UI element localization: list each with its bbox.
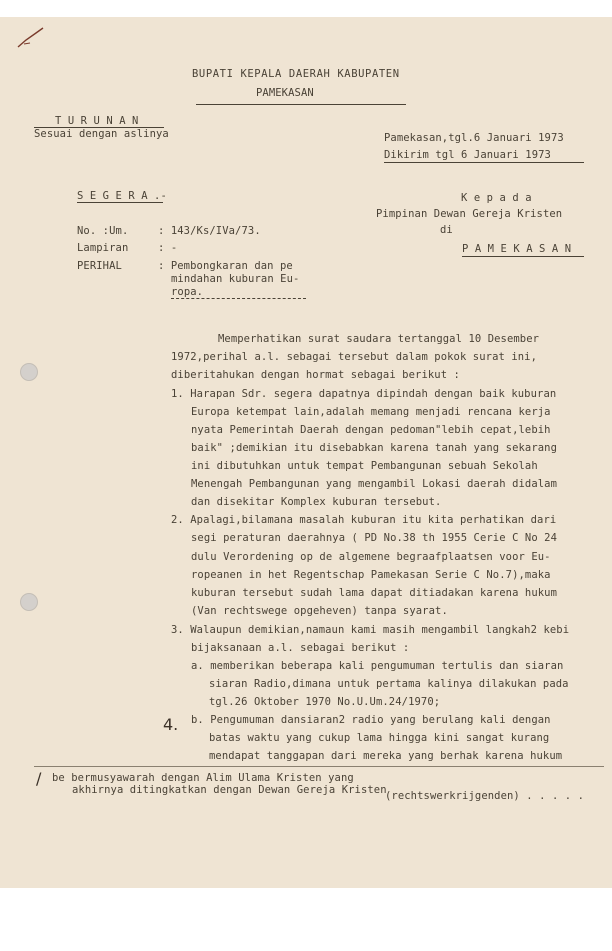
continuation-text: (rechtswerkrijgenden) . . . . . bbox=[385, 790, 585, 802]
subject-underline bbox=[171, 298, 306, 300]
footnote-line-2: akhirnya ditingkatkan dengan Dewan Gereja Kristen bbox=[72, 784, 387, 796]
body-line: ropeanen in het Regentschap Pamekasan Serie C No.7),maka bbox=[191, 569, 551, 581]
body-line: dan disekitar Komplex kuburan tersebut. bbox=[191, 496, 442, 508]
body-line: 2. Apalagi,bilamana masalah kuburan itu kita perhatikan dari bbox=[171, 514, 557, 526]
recipient-di: di bbox=[440, 224, 453, 236]
subject-label: PERIHAL bbox=[77, 260, 122, 272]
body-line: batas waktu yang cukup lama hingga kini sangat kurang bbox=[209, 732, 550, 744]
body-line: ini dibutuhkan untuk tempat Pembangunan sebuah Sekolah bbox=[191, 460, 538, 472]
body-line: Memperhatikan surat saudara tertanggal 10 Desember bbox=[218, 333, 540, 345]
copy-certification: Sesuai dengan aslinya bbox=[34, 128, 169, 140]
handwritten-number-mark: 4. bbox=[163, 715, 179, 734]
pen-scribble-mark bbox=[16, 25, 46, 51]
recipient-kepada: K e p a d a bbox=[461, 192, 532, 204]
place-date: Pamekasan,tgl.6 Januari 1973 bbox=[384, 132, 564, 144]
sent-date-underline bbox=[384, 162, 584, 163]
footnote-line-1: be bermusyawarah dengan Alim Ulama Kristen yang bbox=[52, 772, 354, 784]
recipient-city-underline bbox=[462, 256, 584, 257]
letterhead-underline bbox=[196, 104, 406, 105]
body-line: Europa ketempat lain,adalah memang menjadi rencana kerja bbox=[191, 406, 551, 418]
body-line: (Van rechtswege opgeheven) tanpa syarat. bbox=[191, 605, 448, 617]
punch-hole-top bbox=[20, 363, 38, 381]
urgency-label: S E G E R A .- bbox=[77, 190, 167, 202]
recipient-name: Pimpinan Dewan Gereja Kristen bbox=[376, 208, 563, 220]
number-value: : 143/Ks/IVa/73. bbox=[158, 225, 261, 237]
office-title: BUPATI KEPALA DAERAH KABUPATEN bbox=[192, 68, 400, 80]
subject-line-3: ropa. bbox=[171, 286, 204, 298]
subject-line-2: mindahan kuburan Eu- bbox=[171, 273, 300, 285]
body-line: mendapat tanggapan dari mereka yang berhak karena hukum bbox=[209, 750, 563, 762]
copy-label: T U R U N A N bbox=[55, 115, 139, 127]
body-line: bijaksanaan a.l. sebagai berikut : bbox=[191, 642, 410, 654]
number-label: No. :Um. bbox=[77, 225, 129, 237]
body-line: tgl.26 Oktober 1970 No.U.Um.24/1970; bbox=[209, 696, 441, 708]
sent-date: Dikirim tgl 6 Januari 1973 bbox=[384, 149, 551, 161]
body-line: kuburan tersebut sudah lama dapat ditiadakan karena hukum bbox=[191, 587, 558, 599]
handwritten-slash-mark: / bbox=[36, 769, 42, 788]
body-line: segi peraturan daerahnya ( PD No.38 th 1955 Cerie C No 24 bbox=[191, 532, 558, 544]
body-line: diberitahukan dengan hormat sebagai berikut : bbox=[171, 369, 460, 381]
body-line: siaran Radio,dimana untuk pertama kalinya dilakukan pada bbox=[209, 678, 569, 690]
body-line: 1. Harapan Sdr. segera dapatnya dipindah dengan baik kuburan bbox=[171, 388, 557, 400]
recipient-city: P A M E K A S A N bbox=[462, 243, 572, 255]
office-city: PAMEKASAN bbox=[256, 87, 314, 99]
body-line: dulu Verordening op de algemene begraafplaatsen voor Eu- bbox=[191, 551, 551, 563]
urgency-underline bbox=[77, 202, 163, 203]
body-line: nyata Pemerintah Daerah dengan pedoman"lebih cepat,lebih bbox=[191, 424, 551, 436]
body-line: 1972,perihal a.l. sebagai tersebut dalam pokok surat ini, bbox=[171, 351, 538, 363]
footnote-separator bbox=[34, 766, 604, 767]
body-line: Menengah Pembangunan yang mengambil Lokasi daerah didalam bbox=[191, 478, 558, 490]
subject-line-1: : Pembongkaran dan pe bbox=[158, 260, 293, 272]
attachment-value: : - bbox=[158, 242, 178, 254]
body-line: baik" ;demikian itu disebabkan karena tanah yang sekarang bbox=[191, 442, 558, 454]
body-line: a. memberikan beberapa kali pengumuman tertulis dan siaran bbox=[191, 660, 564, 672]
document-page bbox=[0, 17, 612, 888]
attachment-label: Lampiran bbox=[77, 242, 129, 254]
punch-hole-bottom bbox=[20, 593, 38, 611]
body-line: 3. Walaupun demikian,namaun kami masih mengambil langkah2 kebi bbox=[171, 624, 570, 636]
body-line: b. Pengumuman dansiaran2 radio yang berulang kali dengan bbox=[191, 714, 551, 726]
